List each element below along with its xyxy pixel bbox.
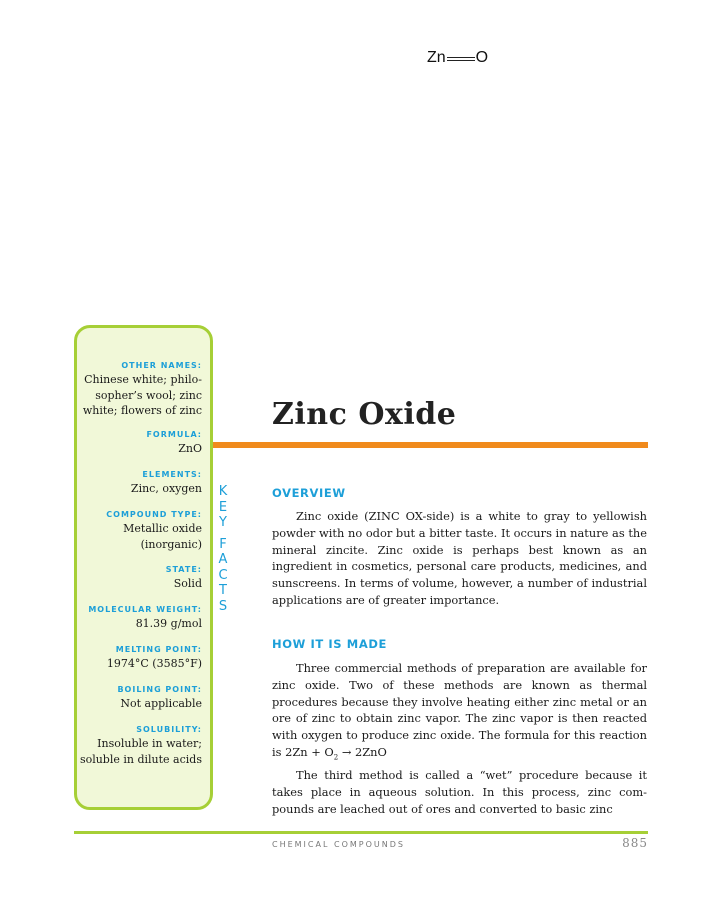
fact-other-names bbox=[72, 360, 202, 419]
zinc-atom-label: Zn bbox=[427, 49, 446, 66]
page-title: Zinc Oxide bbox=[272, 397, 457, 432]
fact-formula bbox=[72, 429, 202, 457]
key-facts-box bbox=[74, 325, 213, 810]
fact-label: FORMULA: bbox=[146, 430, 202, 439]
reaction-equation bbox=[285, 744, 387, 762]
how-it-is-made-heading: HOW IT IS MADE bbox=[272, 637, 387, 651]
fact-value: 1974°C (3585°F) bbox=[106, 657, 202, 670]
key-facts-heading-letter: A bbox=[218, 552, 228, 567]
running-footer: CHEMICAL COMPOUNDS bbox=[272, 840, 405, 849]
fact-label: MOLECULAR WEIGHT: bbox=[88, 605, 202, 614]
key-facts-heading-letter: K bbox=[218, 484, 228, 499]
fact-label: SOLUBILITY: bbox=[136, 725, 202, 734]
fact-state bbox=[72, 564, 202, 592]
how-it-is-made-paragraph-1 bbox=[272, 660, 647, 766]
fact-elements bbox=[72, 469, 202, 497]
overview-heading: OVERVIEW bbox=[272, 486, 346, 500]
fact-melting-point bbox=[72, 644, 202, 672]
structural-formula bbox=[427, 49, 488, 67]
fact-value: 81.39 g/mol bbox=[135, 617, 202, 630]
double-bond-icon bbox=[447, 57, 475, 61]
page-number: 885 bbox=[622, 836, 648, 850]
fact-value: Metallic oxide (inorganic) bbox=[123, 522, 202, 551]
key-facts-heading-letter: E bbox=[218, 499, 228, 515]
title-divider bbox=[213, 442, 648, 448]
fact-value: Solid bbox=[173, 577, 202, 590]
equation-left: 2Zn + O bbox=[285, 744, 334, 759]
fact-label: STATE: bbox=[165, 565, 202, 574]
key-facts-heading bbox=[213, 484, 233, 614]
fact-boiling-point bbox=[72, 684, 202, 712]
fact-label: OTHER NAMES: bbox=[121, 361, 202, 370]
footer-divider bbox=[74, 831, 648, 834]
reaction-arrow-icon: → bbox=[341, 744, 352, 759]
overview-paragraph: Zinc oxide (ZINC OX-side) is a white to gray to yellowish powder with no odor but a bitter taste. It occurs in nature as the mineral zincite. Zinc oxide is perhaps best known as an ingredient in cosmetics, personal care products, medicines, and sunscreens. In terms of volume, however, a number of industrial applications are of greater importance. bbox=[272, 509, 647, 607]
fact-value: Zinc, oxygen bbox=[130, 482, 202, 495]
paragraph-text: Three commercial methods of preparation are available for zinc oxide. Two of these methods are known as thermal procedures because they involve heating either zinc metal or an ore of zinc to obtain zinc vapor. The zinc vapor is then reacted with oxygen to produce zinc oxide. The formula for this reaction is bbox=[272, 661, 647, 759]
oxygen-atom-label: O bbox=[475, 49, 489, 66]
equation-subscript: 2 bbox=[333, 753, 339, 762]
key-facts-heading-letter: T bbox=[219, 583, 227, 598]
fact-compound-type bbox=[102, 509, 202, 552]
fact-label: ELEMENTS: bbox=[142, 470, 202, 479]
fact-label: BOILING POINT: bbox=[117, 685, 202, 694]
key-facts-heading-letter: Y bbox=[219, 515, 227, 530]
fact-molecular-weight bbox=[72, 604, 202, 632]
key-facts-heading-letter: S bbox=[218, 598, 228, 614]
fact-value: Chinese white; philo- sopher’s wool; zinc white; flowers of zinc bbox=[82, 373, 202, 417]
fact-value: Not applicable bbox=[120, 697, 202, 710]
key-facts-heading-letter: F bbox=[219, 536, 227, 552]
fact-value: ZnO bbox=[178, 442, 202, 455]
equation-right: 2ZnO bbox=[355, 744, 387, 759]
fact-label: MELTING POINT: bbox=[115, 645, 202, 654]
fact-value: Insoluble in water; soluble in dilute acids bbox=[79, 737, 202, 766]
key-facts-heading-letter: C bbox=[218, 567, 228, 583]
fact-label: COMPOUND TYPE: bbox=[106, 510, 202, 519]
fact-solubility bbox=[72, 724, 202, 767]
how-it-is-made-paragraph-2: The third method is called a “wet” procedure because it takes place in aqueous solution. In this process, zinc com- pounds are leached out of ores and converted to basic zinc bbox=[272, 768, 647, 816]
